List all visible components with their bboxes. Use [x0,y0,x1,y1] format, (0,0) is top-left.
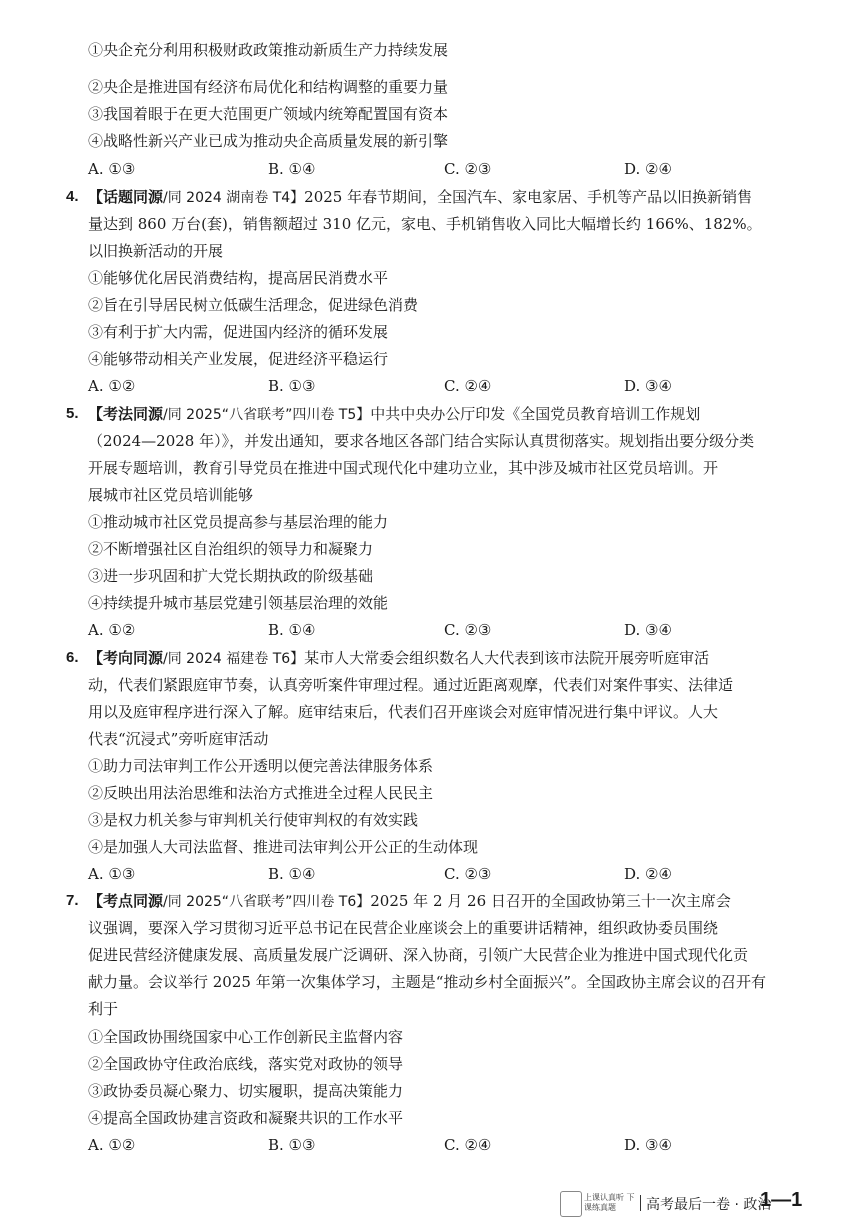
q3-option-2: ②央企是推进国有经济布局优化和结构调整的重要力量 [88,78,449,96]
q3-choice-c[interactable]: C. ②③ [444,160,492,178]
q5-option-4: ④持续提升城市基层党建引领基层治理的效能 [88,594,389,612]
q5-stem-text-1: 中共中央办公厅印发《全国党员教育培训工作规划 [370,405,701,423]
q6-number: 6. [66,649,79,666]
q7-stem-4: 献力量。会议举行 2025 年第一次集体学习，主题是“推动乡村全面振兴”。全国政协主席会议的召开有 [88,973,767,991]
q7-source: /同 2025“八省联考”四川卷 T6】 [163,894,371,910]
q4-stem-1 [88,187,808,208]
q5-option-1: ①推动城市社区党员提高参与基层治理的能力 [88,513,389,531]
page-number: 1—1 [760,1189,803,1211]
q4-option-4: ④能够带动相关产业发展，促进经济平稳运行 [88,350,389,368]
q7-choices [88,1135,808,1155]
q7-tag: 【考点同源 [88,892,164,910]
q7-stem-1 [88,891,808,912]
footer-slogan: 上课认真听 下课练真题 [584,1193,635,1212]
q3-choice-d[interactable]: D. ②④ [624,160,672,178]
q3-choices [88,159,808,179]
q6-tag: 【考向同源 [88,649,164,667]
q3-choice-a[interactable]: A. ①③ [88,160,136,178]
q5-stem-2: （2024—2028 年）》，并发出通知，要求各地区各部门结合实际认真贯彻落实。规划指出要分级分类 [88,432,755,450]
q3-choice-b[interactable]: B. ①④ [268,160,316,178]
q7-choice-c[interactable]: C. ②④ [444,1136,492,1154]
q5-number: 5. [66,405,79,422]
q4-choice-b[interactable]: B. ①③ [268,377,316,395]
q3-option-1: ①央企充分利用积极财政政策推动新质生产力持续发展 [88,41,449,59]
q4-stem-2: 量达到 860 万台(套)，销售额超过 310 亿元，家电、手机销售收入同比大幅增长约 166%、182%。 [88,215,762,233]
q7-number: 7. [66,892,79,909]
q4-number: 4. [66,188,79,205]
q6-stem-4: 代表“沉浸式”旁听庭审活动 [88,730,269,748]
q6-choice-b[interactable]: B. ①④ [268,865,316,883]
q6-option-1: ①助力司法审判工作公开透明以便完善法律服务体系 [88,757,434,775]
q5-stem-1 [88,404,808,425]
q5-choice-a[interactable]: A. ①② [88,621,136,639]
q7-stem-2: 议强调，要深入学习贯彻习近平总书记在民营企业座谈会上的重要讲话精神，组织政协委员围绕 [88,919,719,937]
q5-choice-b[interactable]: B. ①④ [268,621,316,639]
q4-stem-text-1: 2025 年春节期间，全国汽车、家电家居、手机等产品以旧换新销售 [304,188,753,206]
q5-stem-3: 开展专题培训，教育引导党员在推进中国式现代化中建功立业，其中涉及城市社区党员培训。开 [88,459,719,477]
publisher-logo-icon [560,1191,582,1217]
q7-stem-text-1: 2025 年 2 月 26 日召开的全国政协第三十一次主席会 [370,892,731,910]
q7-option-2: ②全国政协守住政治底线，落实党对政协的领导 [88,1055,404,1073]
q7-choice-b[interactable]: B. ①③ [268,1136,316,1154]
q7-stem-3: 促进民营经济健康发展、高质量发展广泛调研、深入协商，引领广大民营企业为推进中国式现代化贡 [88,946,749,964]
q3-option-4: ④战略性新兴产业已成为推动央企高质量发展的新引擎 [88,132,449,150]
q4-choices [88,376,808,396]
q7-stem-5: 利于 [88,1000,119,1018]
q4-choice-d[interactable]: D. ③④ [624,377,672,395]
q6-choices [88,864,808,884]
q6-option-4: ④是加强人大司法监督、推进司法审判公开公正的生动体现 [88,838,479,856]
q4-option-1: ①能够优化居民消费结构，提高居民消费水平 [88,269,389,287]
q6-stem-1 [88,648,808,669]
footer-title: 高考最后一卷 · 政治 [646,1197,772,1213]
q4-choice-a[interactable]: A. ①② [88,377,136,395]
q6-source: /同 2024 福建卷 T6】 [163,651,305,667]
q4-choice-c[interactable]: C. ②④ [444,377,492,395]
q5-choice-c[interactable]: C. ②③ [444,621,492,639]
q6-stem-text-1: 某市人大常委会组织数名人大代表到该市法院开展旁听庭审活 [304,649,710,667]
q6-choice-a[interactable]: A. ①③ [88,865,136,883]
q7-option-4: ④提高全国政协建言资政和凝聚共识的工作水平 [88,1109,404,1127]
q7-choice-a[interactable]: A. ①② [88,1136,136,1154]
q7-option-3: ③政协委员凝心聚力、切实履职，提高决策能力 [88,1082,404,1100]
q6-choice-c[interactable]: C. ②③ [444,865,492,883]
q6-option-2: ②反映出用法治思维和法治方式推进全过程人民民主 [88,784,434,802]
q6-option-3: ③是权力机关参与审判机关行使审判权的有效实践 [88,811,419,829]
q6-choice-d[interactable]: D. ②④ [624,865,672,883]
q5-choice-d[interactable]: D. ③④ [624,621,672,639]
q5-option-2: ②不断增强社区自治组织的领导力和凝聚力 [88,540,374,558]
q6-stem-3: 用以及庭审程序进行深入了解。庭审结束后，代表们召开座谈会对庭审情况进行集中评议。人大 [88,703,719,721]
q4-option-2: ②旨在引导居民树立低碳生活理念，促进绿色消费 [88,296,419,314]
q4-source: /同 2024 湖南卷 T4】 [163,190,305,206]
q4-option-3: ③有利于扩大内需，促进国内经济的循环发展 [88,323,389,341]
q5-stem-4: 展城市社区党员培训能够 [88,486,254,504]
q7-choice-d[interactable]: D. ③④ [624,1136,672,1154]
q4-stem-3: 以旧换新活动的开展 [88,242,224,260]
footer-divider [640,1195,641,1211]
q5-source: /同 2025“八省联考”四川卷 T5】 [163,407,371,423]
q5-option-3: ③进一步巩固和扩大党长期执政的阶级基础 [88,567,374,585]
q3-option-3: ③我国着眼于在更大范围更广领域内统筹配置国有资本 [88,105,449,123]
page-footer [560,1189,820,1219]
q7-option-1: ①全国政协围绕国家中心工作创新民主监督内容 [88,1028,404,1046]
q6-stem-2: 动，代表们紧跟庭审节奏，认真旁听案件审理过程。通过近距离观摩，代表们对案件事实、法律适 [88,676,734,694]
q5-choices [88,620,808,640]
q5-tag: 【考法同源 [88,405,164,423]
q4-tag: 【话题同源 [88,188,164,206]
